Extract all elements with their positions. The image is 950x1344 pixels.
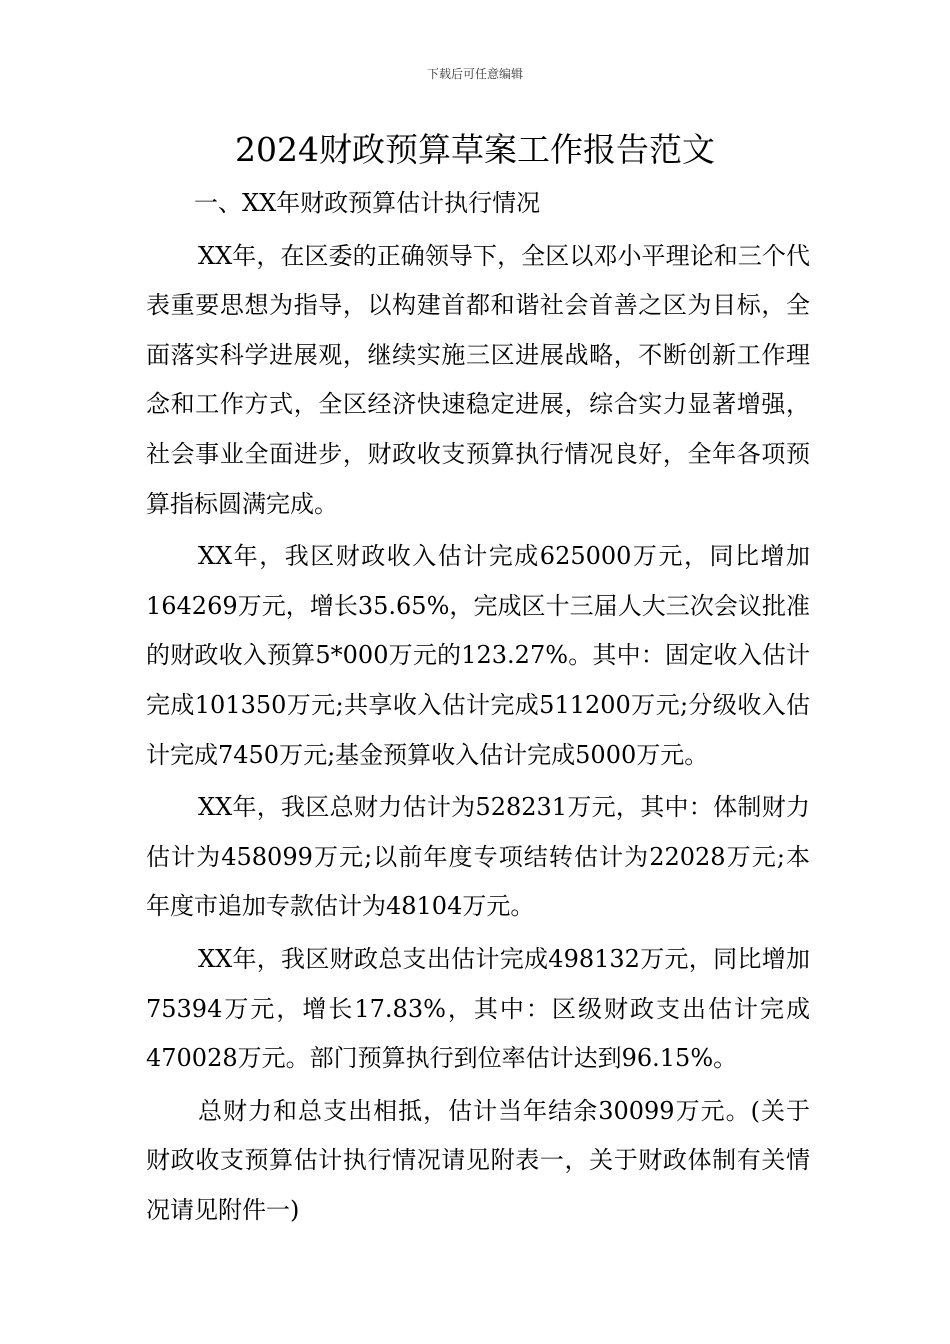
document-body bbox=[146, 179, 810, 1235]
paragraph-financial-resources: XX年，我区总财力估计为528231万元，其中：体制财力估计为458099万元;以前年度专项结转估计为22028万元;本年度市追加专款估计为48104万元。 bbox=[146, 793, 810, 921]
paragraph-overview: XX年，在区委的正确领导下，全区以邓小平理论和三个代表重要思想为指导，以构建首都和谐社会首善之区为目标，全面落实科学进展观，继续实施三区进展战略，不断创新工作理念和工作方式，全区经济快速稳定进展，综合实力显著增强，社会事业全面进步，财政收支预算执行情况良好，全年各项预算指标圆满完成。 bbox=[146, 241, 810, 518]
paragraph-revenue: XX年，我区财政收入估计完成625000万元，同比增加164269万元，增长35.65%，完成区十三届人大三次会议批准的财政收入预算5*000万元的123.27%。其中：固定收入估计完成101350万元;共享收入估计完成511200万元;分级收入估计完成7450万元;基金预算收入估计完成5000万元。 bbox=[146, 542, 810, 769]
section-heading: 一、XX年财政预算估计执行情况 bbox=[194, 189, 541, 217]
paragraph-expenditure: XX年，我区财政总支出估计完成498132万元，同比增加75394万元，增长17.83%，其中：区级财政支出估计完成470028万元。部门预算执行到位率估计达到96.15%。 bbox=[146, 944, 810, 1073]
document-title: 2024财政预算草案工作报告范文 bbox=[235, 130, 715, 169]
page-header-note: 下载后可任意编辑 bbox=[426, 67, 523, 81]
paragraph-balance: 总财力和总支出相抵，估计当年结余30099万元。(关于财政收支预算估计执行情况请见附表一，关于财政体制有关情况请见附件一) bbox=[146, 1096, 810, 1224]
